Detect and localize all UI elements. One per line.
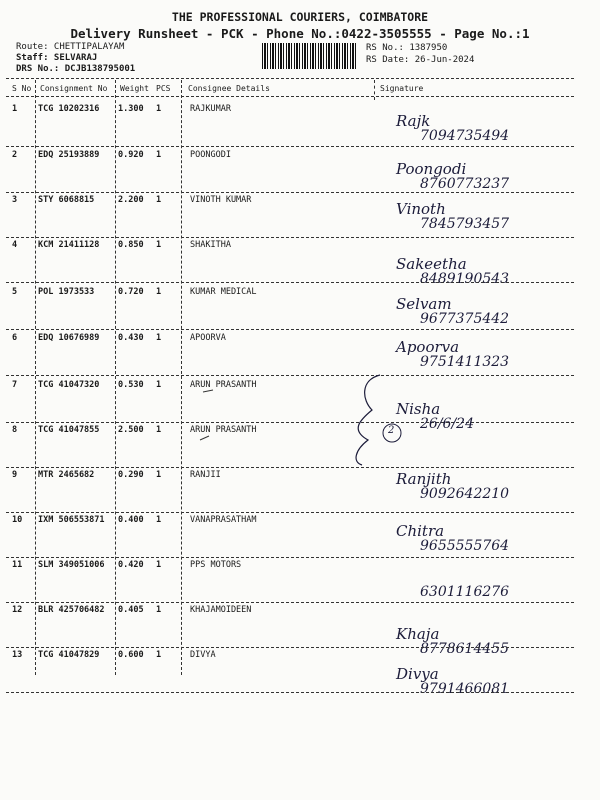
col-header-consignee: Consignee Details <box>188 84 270 93</box>
tick-mark <box>203 390 213 392</box>
row-consignment: TCG 41047829 <box>38 650 100 660</box>
row-consignee: ARUN PRASANTH <box>190 425 257 435</box>
row-signature-name: Apoorva <box>396 338 460 356</box>
row-signature-phone: 8489190543 <box>420 271 510 287</box>
row-separator <box>6 282 574 283</box>
row-signature-phone: 8760773237 <box>420 176 510 192</box>
bracket-scribble <box>356 375 380 465</box>
row-consignment: STY 6068815 <box>38 195 95 205</box>
row-signature-phone: 7845793457 <box>420 216 510 232</box>
col-header-weight: Weight <box>120 84 149 93</box>
row-consignment: TCG 10202316 <box>38 104 100 114</box>
row-consignment: SLM 349051006 <box>38 560 105 570</box>
row-sno: 1 <box>12 104 18 114</box>
tick-mark <box>200 436 209 440</box>
row-separator <box>6 557 574 558</box>
row-signature-phone: 9677375442 <box>420 311 510 327</box>
row-signature-phone: 9791466081 <box>420 681 510 697</box>
row-pcs: 1 <box>156 240 162 250</box>
row-signature-name: Ranjith <box>396 470 452 488</box>
header-bottom-rule <box>6 96 574 97</box>
row-sno: 9 <box>12 470 18 480</box>
row-pcs: 1 <box>156 195 162 205</box>
row-signature-name: Divya <box>396 665 439 683</box>
row-weight: 2.500 <box>118 425 144 435</box>
row-weight: 0.290 <box>118 470 144 480</box>
row-pcs: 1 <box>156 150 162 160</box>
column-divider <box>374 80 375 100</box>
row-consignment: TCG 41047320 <box>38 380 100 390</box>
row-signature-name: Chitra <box>396 522 445 540</box>
row-separator <box>6 692 574 693</box>
document-subtitle: Delivery Runsheet - PCK - Phone No.:0422-3505555 - Page No.:1 <box>70 26 530 41</box>
row-weight: 1.300 <box>118 104 144 114</box>
column-divider <box>35 80 36 675</box>
row-consignee: KUMAR MEDICAL <box>190 287 257 297</box>
row-signature-phone: 8778614455 <box>420 641 510 657</box>
row-pcs: 1 <box>156 515 162 525</box>
row-pcs: 1 <box>156 287 162 297</box>
row-consignee: POONGODI <box>190 150 231 160</box>
col-header-signature: Signature <box>380 84 424 93</box>
row-weight: 2.200 <box>118 195 144 205</box>
row-pcs: 1 <box>156 560 162 570</box>
row-consignee: ARUN PRASANTH <box>190 380 257 390</box>
header-top-rule <box>6 78 574 79</box>
row-sno: 13 <box>12 650 23 660</box>
row-consignee: DIVYA <box>190 650 216 660</box>
row-sno: 10 <box>12 515 23 525</box>
row-weight: 0.600 <box>118 650 144 660</box>
row-sno: 4 <box>12 240 18 250</box>
row-sno: 12 <box>12 605 23 615</box>
row-separator <box>6 237 574 238</box>
rs-number: RS No.: 1387950 <box>366 43 448 53</box>
row-weight: 0.920 <box>118 150 144 160</box>
row-sno: 7 <box>12 380 18 390</box>
row-signature-name: Vinoth <box>396 200 446 218</box>
col-header-pcs: PCS <box>156 84 171 93</box>
row-consignment: POL 1973533 <box>38 287 95 297</box>
row-pcs: 1 <box>156 333 162 343</box>
col-header-sno: S No <box>12 84 32 93</box>
row-pcs: 1 <box>156 425 162 435</box>
route-label: Route: CHETTIPALAYAM <box>16 42 125 52</box>
row-sno: 6 <box>12 333 18 343</box>
row-consignee: APOORVA <box>190 333 226 343</box>
row-pcs: 1 <box>156 380 162 390</box>
row-signature-phone: 26/6/24 <box>420 416 474 432</box>
document-title: THE PROFESSIONAL COURIERS, COIMBATORE <box>171 10 429 24</box>
barcode <box>262 43 358 69</box>
row-weight: 0.420 <box>118 560 144 570</box>
drs-number: DRS No.: DCJB138795001 <box>16 64 136 74</box>
row-consignee: VINOTH KUMAR <box>190 195 252 205</box>
row-consignment: KCM 21411128 <box>38 240 100 250</box>
row-signature-phone: 7094735494 <box>420 128 510 144</box>
row-pcs: 1 <box>156 104 162 114</box>
row-signature-name: Sakeetha <box>396 255 467 273</box>
row-consignment: IXM 506553871 <box>38 515 105 525</box>
column-divider <box>181 80 182 675</box>
row-separator <box>6 192 574 193</box>
row-sno: 11 <box>12 560 23 570</box>
row-consignment: BLR 425706482 <box>38 605 105 615</box>
row-consignment: TCG 41047855 <box>38 425 100 435</box>
row-separator <box>6 512 574 513</box>
row-sno: 8 <box>12 425 18 435</box>
row-signature-name: Poongodi <box>396 160 467 178</box>
row-consignee: SHAKITHA <box>190 240 231 250</box>
row-signature-phone: 6301116276 <box>420 584 510 600</box>
row-consignee: RAJKUMAR <box>190 104 231 114</box>
row-pcs: 1 <box>156 605 162 615</box>
row-weight: 0.405 <box>118 605 144 615</box>
row-separator <box>6 602 574 603</box>
row-pcs: 1 <box>156 650 162 660</box>
rs-date: RS Date: 26-Jun-2024 <box>366 55 475 65</box>
row-consignee: PPS MOTORS <box>190 560 242 570</box>
row-separator <box>6 467 574 468</box>
row-signature-phone: 9655555764 <box>420 538 510 554</box>
row-weight: 0.530 <box>118 380 144 390</box>
row-consignment: EDQ 10676989 <box>38 333 100 343</box>
row-separator <box>6 329 574 330</box>
row-weight: 0.430 <box>118 333 144 343</box>
circled-count-label: 2 <box>388 425 395 436</box>
column-divider <box>115 80 116 675</box>
row-sno: 3 <box>12 195 18 205</box>
row-consignment: EDQ 25193889 <box>38 150 100 160</box>
row-consignee: RANJII <box>190 470 221 480</box>
col-header-consignment: Consignment No <box>40 84 108 93</box>
row-weight: 0.720 <box>118 287 144 297</box>
row-signature-name: Rajk <box>396 112 431 130</box>
row-weight: 0.850 <box>118 240 144 250</box>
row-separator <box>6 647 574 648</box>
row-sno: 2 <box>12 150 18 160</box>
row-consignment: MTR 2465682 <box>38 470 95 480</box>
row-signature-name: Nisha <box>396 400 441 418</box>
row-consignee: KHAJAMOIDEEN <box>190 605 252 615</box>
row-signature-phone: 9092642210 <box>420 486 510 502</box>
row-pcs: 1 <box>156 470 162 480</box>
row-consignee: VANAPRASATHAM <box>190 515 257 525</box>
row-signature-name: Khaja <box>396 625 440 643</box>
row-sno: 5 <box>12 287 18 297</box>
staff-label: Staff: SELVARAJ <box>16 53 98 63</box>
row-separator <box>6 422 574 423</box>
row-weight: 0.400 <box>118 515 144 525</box>
row-signature-name: Selvam <box>396 295 452 313</box>
row-separator <box>6 146 574 147</box>
row-signature-phone: 9751411323 <box>420 354 510 370</box>
row-separator <box>6 375 574 376</box>
